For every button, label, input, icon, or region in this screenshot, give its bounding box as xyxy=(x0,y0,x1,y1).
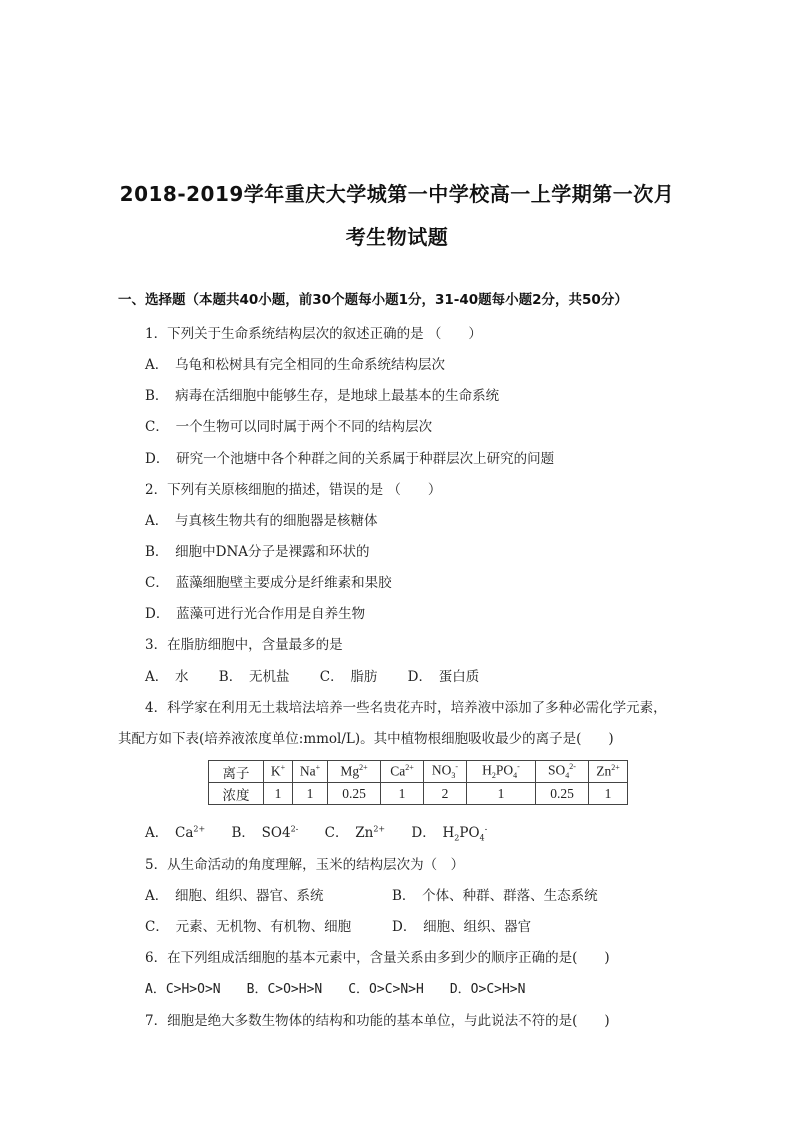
table-cell-value: 0.25 xyxy=(328,783,381,805)
question-3-option-d: D． 蛋白质 xyxy=(407,669,480,685)
table-cell-ion: $SO_4^{2-}$ xyxy=(536,761,589,783)
table-cell-value: 1 xyxy=(264,783,293,805)
question-2-option-d: D． 蓝藻可进行光合作用是自养生物 xyxy=(145,606,366,622)
question-3-option-b: B． 无机盐 xyxy=(218,669,290,685)
table-cell-ion: $Ca^{2+}$ xyxy=(381,761,424,783)
question-1-option-a: A． 乌龟和松树具有完全相同的生命系统结构层次 xyxy=(145,357,445,373)
question-3-option-a: A． 水 xyxy=(145,669,189,685)
table-cell-value: 0.25 xyxy=(536,783,589,805)
question-4-option-b: B． $SO4^{2-}$ xyxy=(231,824,299,841)
question-4-stem: 4．科学家在利用无土栽培法培养一些名贵花卉时，培养液中添加了多种必需化学元素， xyxy=(145,700,667,716)
exam-title-line2: 考生物试题 xyxy=(345,225,449,249)
ion-concentration-table xyxy=(208,760,628,805)
table-cell-ion: $H_2PO_4^-$ xyxy=(467,761,536,783)
question-4-stem-continued: 其配方如下表(培养液浓度单位:mmol/L)。其中植物根细胞吸收最少的离子是( ) xyxy=(118,731,614,747)
table-header-ion: 离子 xyxy=(209,761,264,783)
question-5-option-b: B． 个体、种群、群落、生态系统 xyxy=(392,888,598,904)
question-2-stem: 2．下列有关原核细胞的描述，错误的是 （ ） xyxy=(145,482,442,498)
question-3-option-c: C． 脂肪 xyxy=(319,669,378,685)
question-2-option-c: C． 蓝藻细胞壁主要成分是纤维素和果胶 xyxy=(145,575,392,591)
table-cell-ion: K+ xyxy=(264,761,293,783)
question-4-option-c: C． $Zn^{2+}$ xyxy=(324,824,386,841)
question-3-stem: 3．在脂肪细胞中，含量最多的是 xyxy=(145,637,343,653)
table-cell-value: 1 xyxy=(589,783,628,805)
table-header-concentration: 浓度 xyxy=(209,783,264,805)
question-1-option-b: B． 病毒在活细胞中能够生存，是地球上最基本的生命系统 xyxy=(145,388,500,404)
question-5-option-a: A． 细胞、组织、器官、系统 xyxy=(145,888,324,904)
table-cell-value: 1 xyxy=(293,783,328,805)
question-2-option-b: B． 细胞中DNA分子是裸露和环状的 xyxy=(145,544,370,560)
table-cell-value: 2 xyxy=(424,783,467,805)
question-4-option-d: D． $H_2PO_4^-$ xyxy=(411,824,488,843)
question-1-stem: 1．下列关于生命系统结构层次的叙述正确的是 （ ） xyxy=(145,326,482,342)
question-6-stem: 6．在下列组成活细胞的基本元素中，含量关系由多到少的顺序正确的是( ) xyxy=(145,950,610,966)
table-cell-value: 1 xyxy=(467,783,536,805)
question-1-option-d: D． 研究一个池塘中各个种群之间的关系属于种群层次上研究的问题 xyxy=(145,451,555,467)
table-cell-ion: $Mg^{2+}$ xyxy=(328,761,381,783)
question-4-option-a: A． $Ca^{2+}$ xyxy=(145,824,206,841)
question-6-options: A．C>H>O>N B．C>O>H>N C．O>C>N>H D．O>C>H>N xyxy=(145,982,526,997)
question-3-options xyxy=(145,665,479,685)
table-row xyxy=(209,783,628,805)
exam-title-line1: 2018-2019学年重庆大学城第一中学校高一上学期第一次月 xyxy=(119,182,675,206)
table-cell-ion: Na+ xyxy=(293,761,328,783)
section-heading: 一、选择题（本题共40小题，前30个题每小题1分，31-40题每小题2分，共50分） xyxy=(118,292,628,308)
table-cell-ion: $Zn^{2+}$ xyxy=(589,761,628,783)
question-1-option-c: C． 一个生物可以同时属于两个不同的结构层次 xyxy=(145,419,433,435)
question-5-option-d: D． 细胞、组织、器官 xyxy=(392,919,532,935)
question-5-stem: 5．从生命活动的角度理解，玉米的结构层次为（ ） xyxy=(145,857,465,873)
table-cell-ion: $NO_3^-$ xyxy=(424,761,467,783)
table-row xyxy=(209,761,628,783)
table-cell-value: 1 xyxy=(381,783,424,805)
question-5-option-c: C． 元素、无机物、有机物、细胞 xyxy=(145,919,352,935)
question-4-options xyxy=(145,821,487,843)
question-7-stem: 7．细胞是绝大多数生物体的结构和功能的基本单位，与此说法不符的是( ) xyxy=(145,1013,610,1029)
question-2-option-a: A． 与真核生物共有的细胞器是核糖体 xyxy=(145,513,378,529)
